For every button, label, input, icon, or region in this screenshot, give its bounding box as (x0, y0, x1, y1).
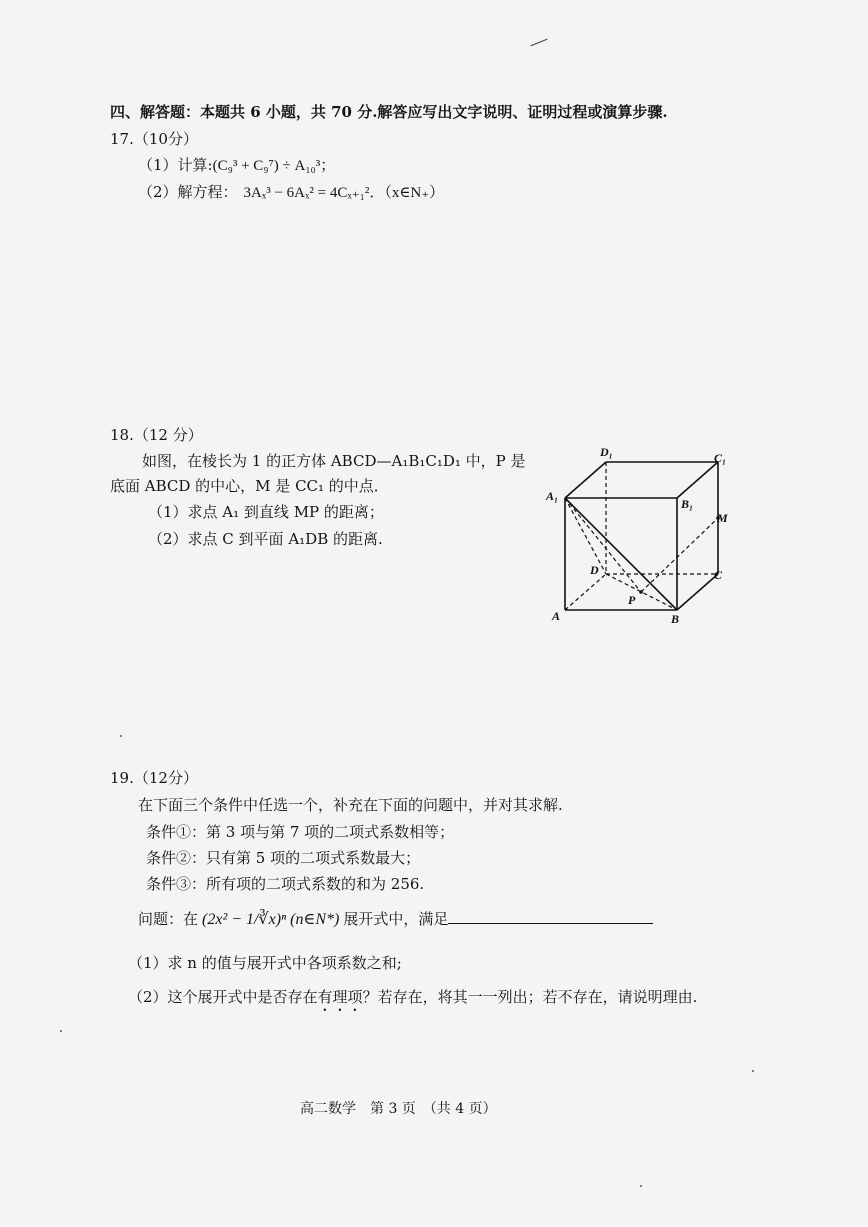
label-d: D (590, 563, 599, 577)
q18-stem-line1: 如图，在棱长为 1 的正方体 ABCD—A₁B₁C₁D₁ 中，P 是 (142, 452, 526, 470)
scan-speck (60, 1030, 62, 1032)
q17-part2 (138, 181, 444, 202)
q17-number: 17.（10分） (110, 130, 198, 148)
page-footer: 高二数学 第 3 页 （共 4 页） (300, 1101, 497, 1117)
q18-stem-line2: 底面 ABCD 的中心，M 是 CC₁ 的中点． (110, 477, 389, 495)
segment-pm (641, 518, 718, 592)
scan-speck (120, 735, 122, 737)
edge-a1d1 (565, 462, 606, 498)
label-p: P (628, 593, 636, 607)
scan-mark (530, 39, 547, 47)
q19-part2 (128, 986, 697, 1015)
q19-problem-suffix: 展开式中，满足 (343, 910, 449, 928)
scan-speck (640, 1185, 642, 1187)
q19-condition-3: 条件③：所有项的二项式系数的和为 256. (146, 875, 425, 893)
q19-condition-1: 条件①：第 3 项与第 7 项的二项式系数相等； (146, 823, 455, 841)
q18-part1: （1）求点 A₁ 到直线 MP 的距离； (148, 503, 384, 521)
segment-a1b (565, 498, 677, 610)
q17-part1-expr: (C₉³ + C₉⁷) ÷ A₁₀³； (212, 158, 336, 174)
q19-condition-2: 条件②：只有第 5 项的二项式系数最大； (146, 849, 421, 867)
q17-part1 (138, 154, 335, 175)
q18-part2: （2）求点 C 到平面 A₁DB 的距离. (148, 530, 383, 548)
label-c: C (714, 568, 723, 582)
scan-speck (752, 1070, 754, 1072)
label-a1: A₁ (546, 489, 559, 503)
q19-answer-blank (448, 909, 653, 924)
point-p (639, 590, 643, 594)
q19-number: 19.（12分） (110, 769, 198, 787)
cube-figure (540, 438, 750, 633)
q17-part1-label: （1）计算: (138, 156, 213, 174)
q19-part2-emphasis: 有理项 (317, 988, 363, 1006)
q19-part2-before: （2）这个展开式中是否存在 (128, 988, 318, 1006)
q19-part2-after: ？若存在，将其一一列出；若不存在，请说明理由. (362, 988, 698, 1006)
segment-a1d (565, 498, 606, 574)
label-a: A (552, 609, 561, 623)
q19-stem: 在下面三个条件中任选一个，补充在下面的问题中，并对其求解. (138, 796, 563, 814)
q17-part2-expr: 3Aₓ³ − 6Aₓ² = 4Cₓ₊₁² (243, 185, 370, 201)
q19-part1: （1）求 n 的值与展开式中各项系数之和; (128, 954, 402, 972)
edge-bc (677, 574, 718, 610)
label-c1: C₁ (714, 451, 727, 465)
q19-problem (138, 908, 653, 929)
q18-number: 18.（12 分） (110, 426, 203, 444)
section-title: 四、解答题：本题共 6 小题，共 70 分.解答应写出文字说明、证明过程或演算步骤. (110, 103, 668, 121)
q19-problem-prefix: 问题：在 (138, 910, 199, 928)
q17-part2-label: （2）解方程： (138, 183, 238, 201)
q19-problem-expr: (2x² − 1/∛x)ⁿ (n∈N*) (202, 911, 340, 928)
edge-b1c1 (677, 462, 718, 498)
label-m: M (717, 511, 728, 525)
label-b1: B₁ (681, 497, 694, 511)
q17-part2-cond: ．（x∈N₊） (369, 185, 445, 201)
segment-a1p (565, 498, 641, 592)
edge-ad (565, 574, 606, 610)
label-d1: D₁ (600, 445, 613, 459)
label-b: B (671, 612, 680, 626)
